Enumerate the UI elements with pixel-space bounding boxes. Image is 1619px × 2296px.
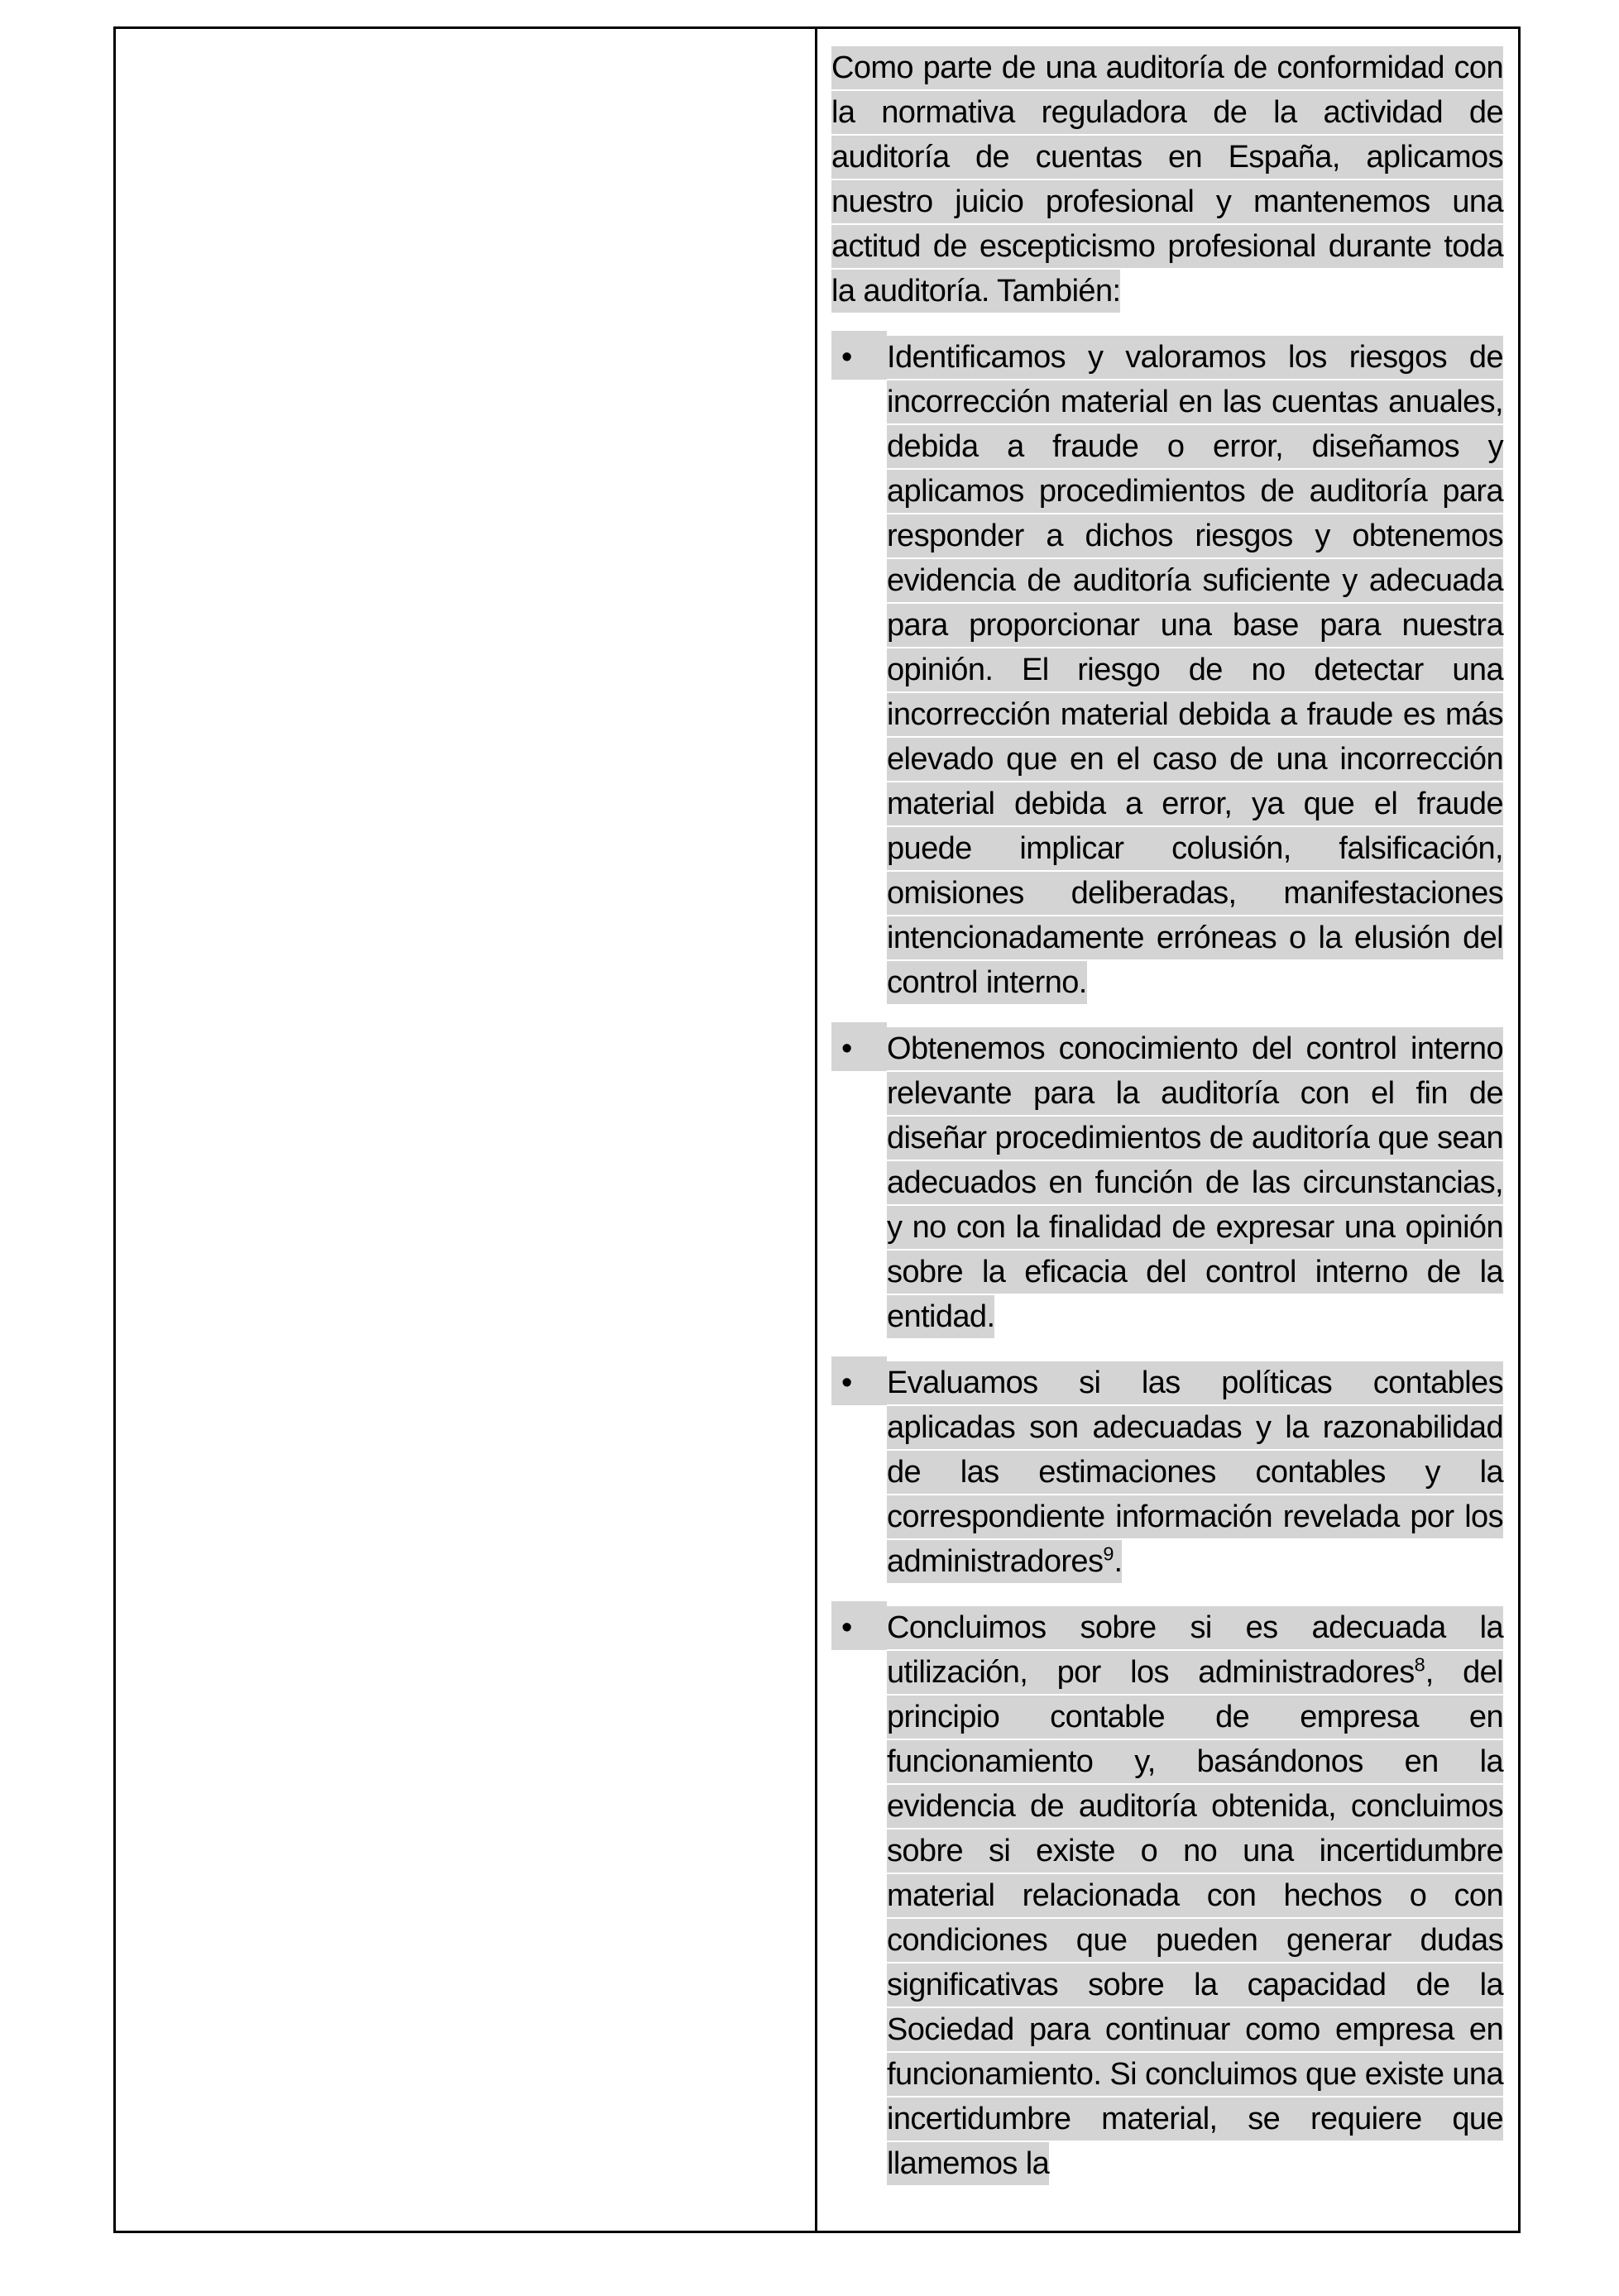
bullet-marker: • <box>831 1601 887 1650</box>
bullet-marker: • <box>831 331 887 380</box>
bullet-item <box>831 1026 1503 1339</box>
footnote-reference: 8 <box>1414 1653 1425 1676</box>
bullet-text: Obtenemos conocimiento del control interno relevante para la auditoría con el fin de diseñar procedimientos de auditoría que sean adecuados en función de las circunstancias, y no con la finalidad de expresar una opinión sobre la eficacia del control interno de la entidad. <box>887 1026 1503 1339</box>
bullet-marker: • <box>831 1356 887 1405</box>
intro-paragraph <box>831 45 1503 313</box>
bullet-item <box>831 1605 1503 2186</box>
bullet-marker: • <box>831 1022 887 1071</box>
bullet-item <box>831 335 1503 1005</box>
footnote-reference: 9 <box>1103 1543 1114 1565</box>
right-text-column <box>817 29 1518 2231</box>
bullet-text: Identificamos y valoramos los riesgos de incorrección material en las cuentas anuales, debida a fraude o error, diseñamos y aplicamos procedimientos de auditoría para responder a dichos riesgos y obtenemos evidencia de auditoría suficiente y adecuada para proporcionar una base para nuestra opinión. El riesgo de no detectar una incorrección material debida a fraude es más elevado que en el caso de una incorrección material debida a error, ya que el fraude puede implicar colusión, falsificación, omisiones deliberadas, manifestaciones intencionadamente erróneas o la elusión del control interno. <box>887 335 1503 1005</box>
bullet-list <box>831 335 1503 2186</box>
audit-report-table <box>113 26 1521 2233</box>
intro-paragraph-text: Como parte de una auditoría de conformidad con la normativa reguladora de la actividad de auditoría de cuentas en España, aplicamos nuestro juicio profesional y mantenemos una actitud de escepticismo profesional durante toda la auditoría. También: <box>831 46 1503 313</box>
bullet-text: Concluimos sobre si es adecuada la utilización, por los administradores$^8$, del principio contable de empresa en funcionamiento y, basándonos en la evidencia de auditoría obtenida, concluimos sobre si existe o no una incertidumbre material relacionada con hechos o con condiciones que pueden generar dudas significativas sobre la capacidad de la Sociedad para continuar como empresa en funcionamiento. Si concluimos que existe una incertidumbre material, se requiere que llamemos la <box>887 1605 1503 2186</box>
bullet-text: Evaluamos si las políticas contables aplicadas son adecuadas y la razonabilidad de las estimaciones contables y la correspondiente información revelada por los administradores$^9$. <box>887 1361 1503 1584</box>
empty-left-column <box>116 29 817 2231</box>
bullet-item <box>831 1361 1503 1584</box>
